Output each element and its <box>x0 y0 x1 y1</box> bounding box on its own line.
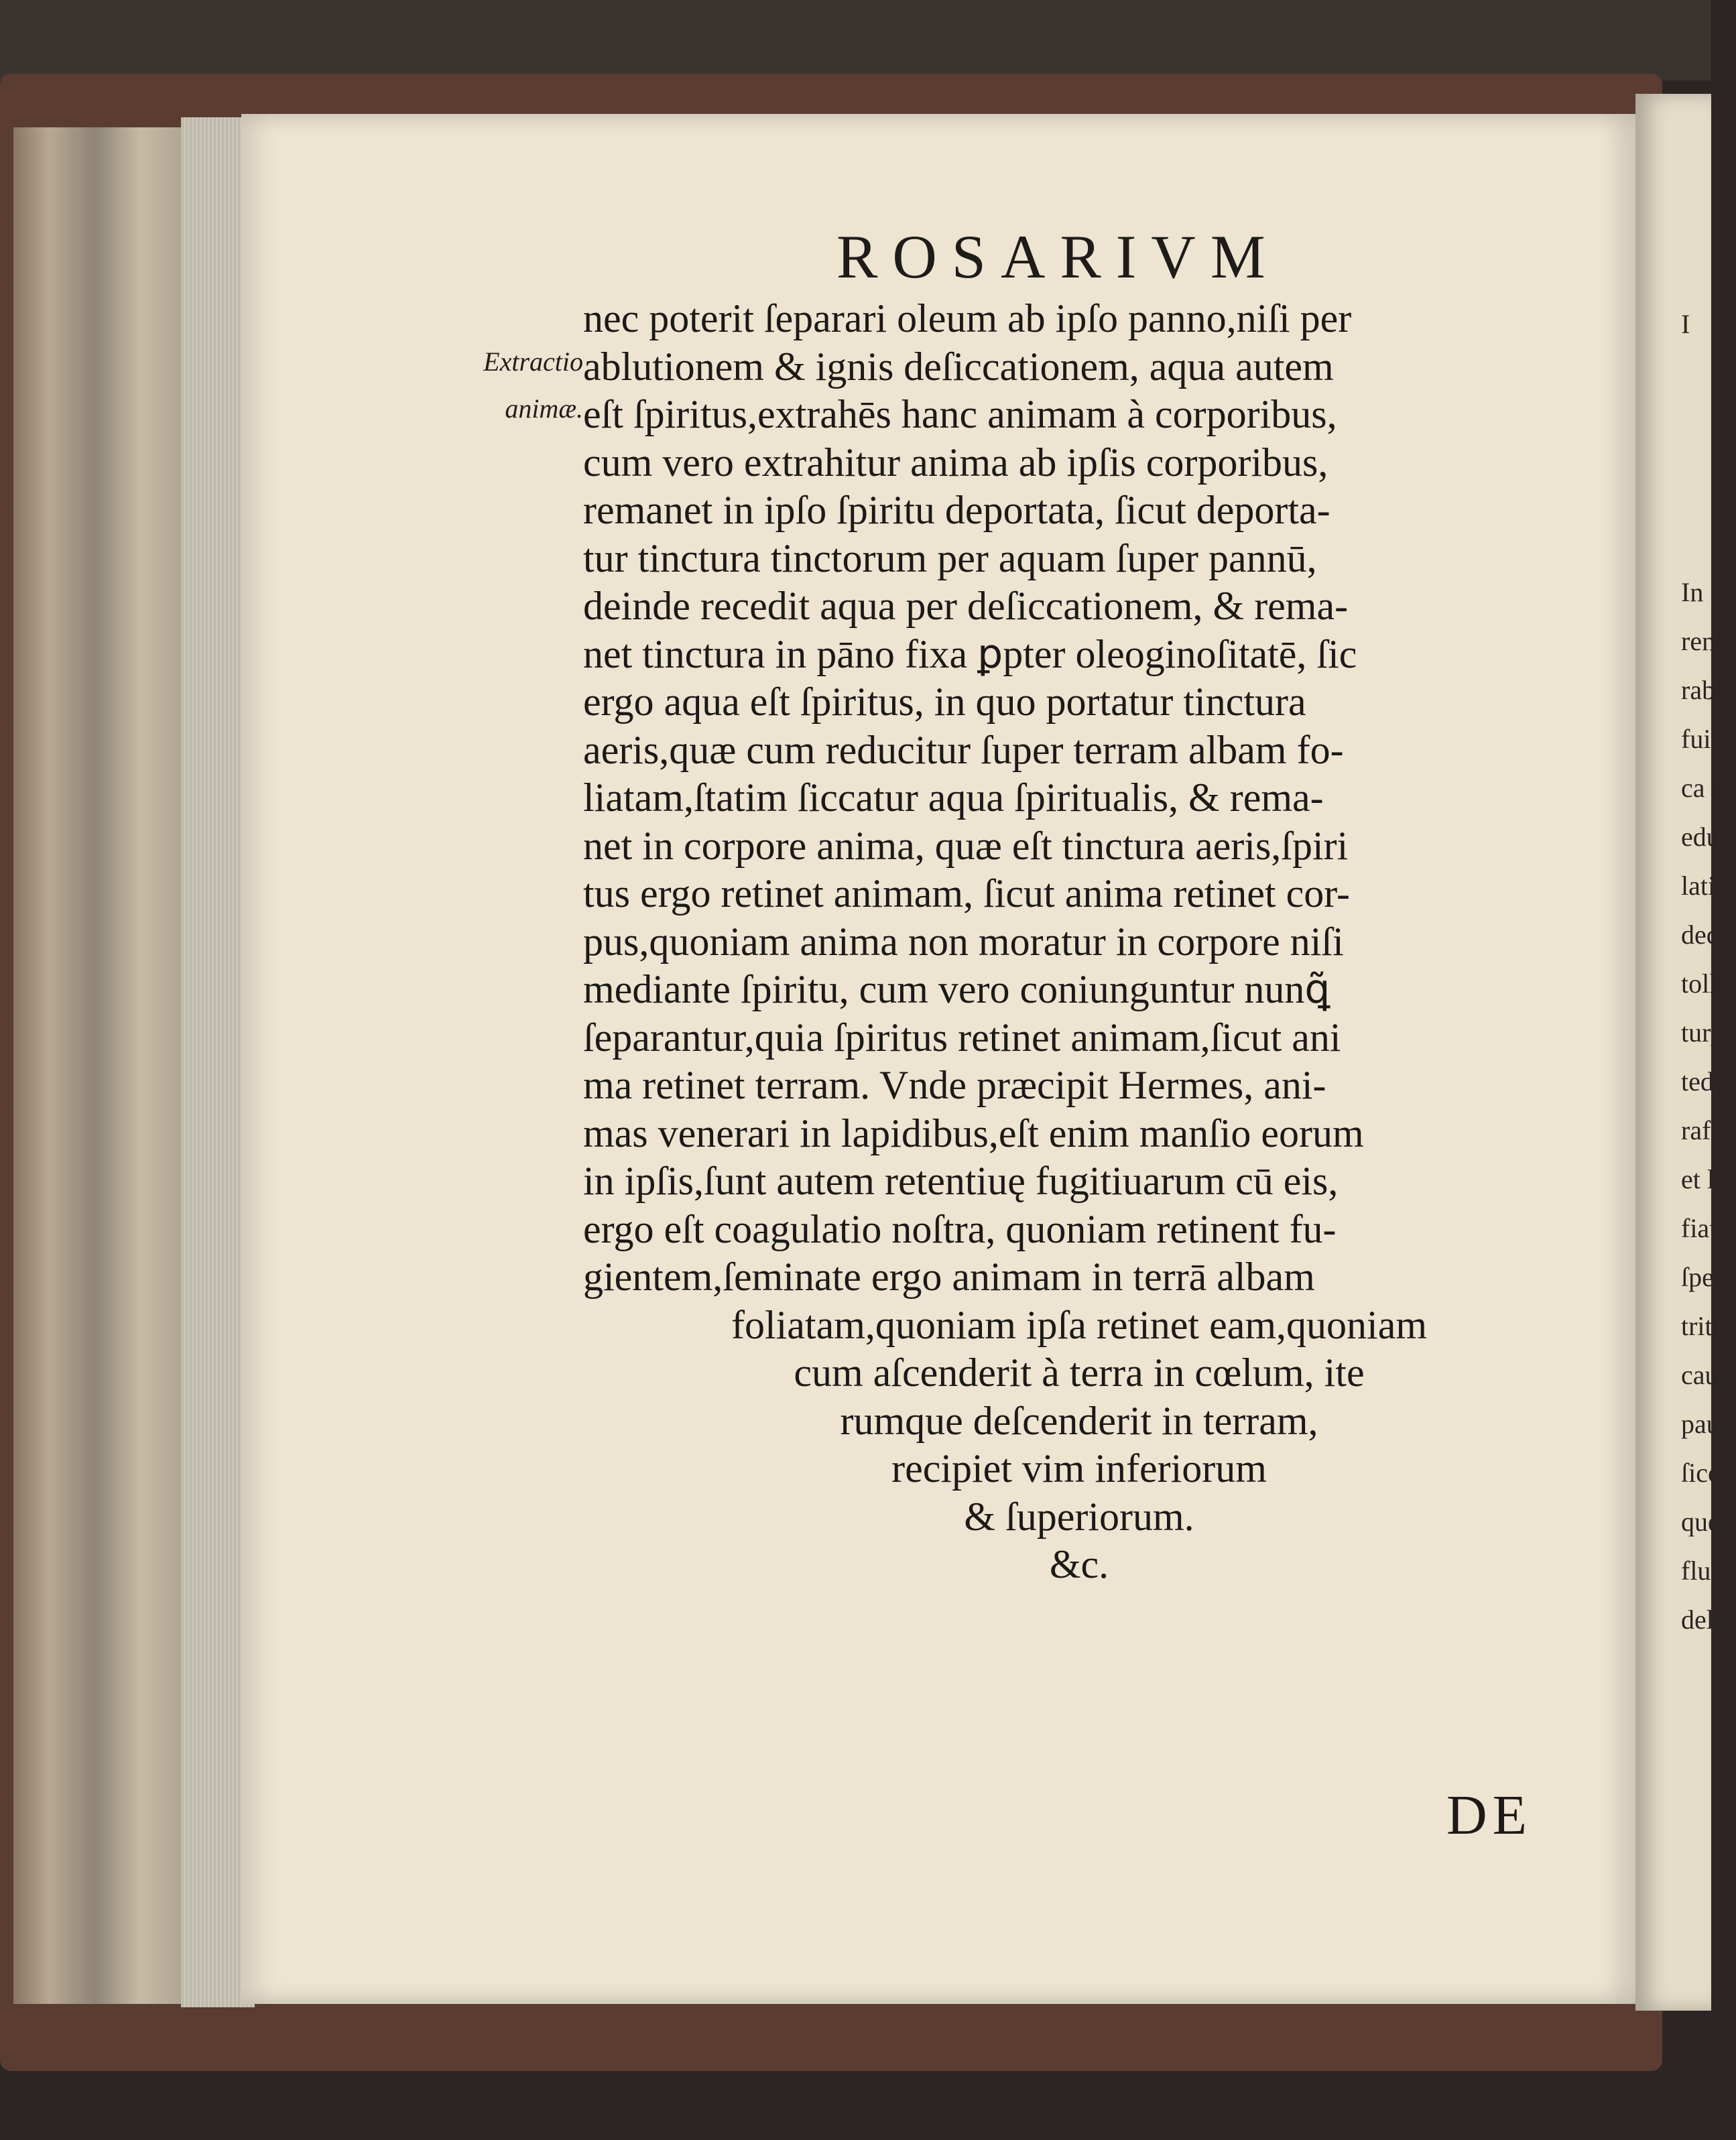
text-line: mediante ſpiritu, cum vero coniunguntur nunꝗ̃ <box>583 967 1330 1011</box>
centered-text-line: & ſuperiorum. <box>964 1494 1194 1539</box>
facing-page-fragment: caue <box>1681 1360 1731 1390</box>
centered-text-line: cum aſcenderit à terra in cœlum, ite <box>794 1350 1365 1395</box>
facing-page-fragment: fiat c <box>1681 1213 1736 1243</box>
facing-page-fragment: et li <box>1681 1164 1723 1194</box>
text-line: aeris,quæ cum reducitur ſuper terram albam fo- <box>583 727 1344 772</box>
text-line: remanet in ipſo ſpiritu deportata, ſicut deporta- <box>583 488 1330 532</box>
body-text <box>583 295 1575 1589</box>
facing-page-fragment: flu <box>1681 1556 1711 1586</box>
facing-page-fragment: rafr <box>1681 1115 1720 1145</box>
text-line: cum vero extrahitur anima ab ipſis corporibus, <box>583 440 1328 485</box>
facing-page-fragment: deco <box>1681 920 1732 950</box>
marbled-endpaper <box>13 127 194 2004</box>
text-line: net tinctura in pāno fixa ꝑpter oleoginoſitatē, ſic <box>583 631 1357 676</box>
text-line: gientem,ſeminate ergo animam in terrā albam <box>583 1255 1315 1299</box>
text-line: pus,quoniam anima non moratur in corpore niſi <box>583 919 1344 964</box>
text-line: in ipſis,ſunt autem retentiuę fugitiuarum cū eis, <box>583 1159 1339 1203</box>
facing-page-fragment: que <box>1681 1507 1720 1537</box>
facing-page-fragment: rend <box>1681 626 1729 656</box>
facing-page-fragment: ca ac <box>1681 773 1736 803</box>
facing-page-fragment: tritu <box>1681 1311 1726 1341</box>
text-line: net in corpore anima, quæ eſt tinctura aeris,ſpiri <box>583 823 1349 868</box>
catchword: DE <box>1446 1784 1532 1846</box>
facing-page-fragment: rabil <box>1681 675 1731 705</box>
facing-page-fragment: tede <box>1681 1066 1726 1096</box>
centered-text-line: recipiet vim inferiorum <box>891 1446 1267 1491</box>
text-line: liatam,ſtatim ſiccatur aqua ſpiritualis, & rema- <box>583 775 1324 820</box>
facing-page-fragment: tur, <box>1681 1017 1717 1048</box>
marginal-note <box>416 338 583 432</box>
facing-page-fragment: deli <box>1681 1604 1721 1635</box>
marginal-note-line: animæ. <box>505 393 583 424</box>
centered-text-line: rumque deſcenderit in terram, <box>840 1398 1318 1443</box>
centered-text-line: foliatam,quoniam ipſa retinet eam,quoniam <box>731 1302 1428 1347</box>
facing-page-fragment: ſpen <box>1681 1262 1727 1292</box>
text-line: ergo eſt coagulatio noſtra, quoniam retinent fu- <box>583 1206 1337 1251</box>
text-line: deinde recedit aqua per deſiccationem, & rema- <box>583 584 1349 628</box>
text-line: tus ergo retinet animam, ſicut anima retinet cor- <box>583 871 1350 916</box>
facing-page-fragment: ſicca <box>1681 1458 1732 1488</box>
facing-page-fragment: In <box>1681 577 1704 607</box>
text-line: ablutionem & ignis deſiccationem, aqua autem <box>583 344 1334 389</box>
facing-page-fragment: educ <box>1681 822 1732 852</box>
text-line: ma retinet terram. Vnde præcipit Hermes, ani- <box>583 1063 1326 1107</box>
text-line: mas venerari in lapidibus,eſt enim manſio eorum <box>583 1111 1364 1155</box>
text-line: nec poterit ſeparari oleum ab ipſo panno,niſi per <box>583 296 1352 340</box>
centered-text-line: &c. <box>1049 1542 1109 1586</box>
text-line: ſeparantur,quia ſpiritus retinet animam,ſicut ani <box>583 1015 1341 1060</box>
running-title: ROSARIVM <box>836 223 1280 291</box>
facing-page-fragment: tolli <box>1681 968 1725 999</box>
facing-page-fragment: latim <box>1681 871 1736 901</box>
facing-page-fragment: I <box>1681 309 1690 339</box>
background-top <box>0 0 1711 80</box>
facing-page <box>1635 94 1711 2011</box>
facing-page-fragment: paul <box>1681 1409 1727 1439</box>
text-line: eſt ſpiritus,extrahēs hanc animam à corporibus, <box>583 392 1337 436</box>
text-line: ergo aqua eſt ſpiritus, in quo portatur tinctura <box>583 680 1306 724</box>
facing-page-fragment: fui,l <box>1681 724 1725 754</box>
text-line: tur tinctura tinctorum per aquam ſuper pannū, <box>583 536 1317 580</box>
marginal-note-line: Extractio <box>483 347 583 377</box>
